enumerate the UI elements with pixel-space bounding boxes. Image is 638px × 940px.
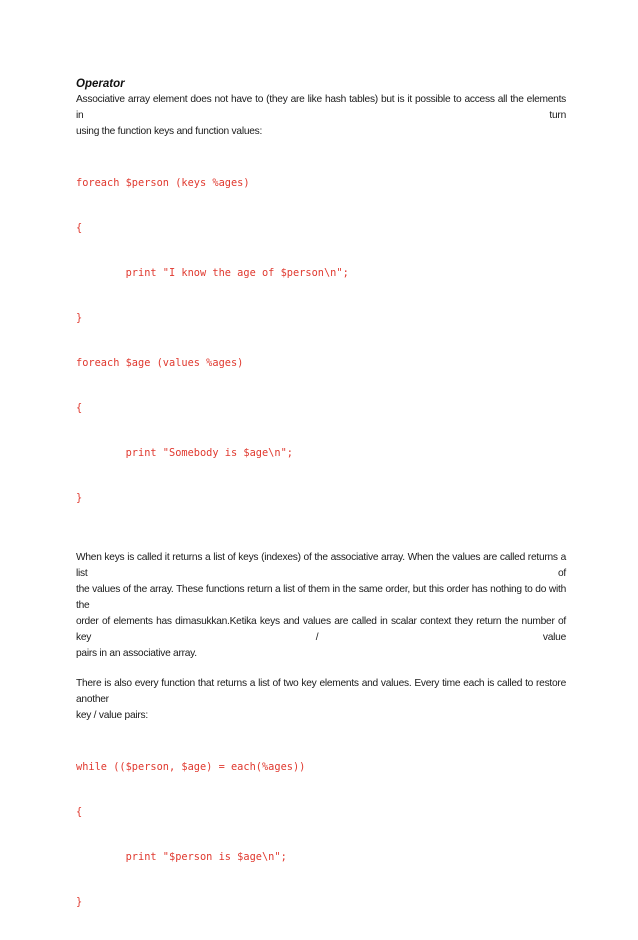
code-line: print "Somebody is $age\n"; xyxy=(76,447,293,459)
code-line: { xyxy=(76,806,83,818)
paragraph-line: When keys is called it returns a list of keys (indexes) of the associative array. When the values are called returns a list of xyxy=(76,552,566,579)
section-heading: Operator xyxy=(76,78,125,90)
code-line: } xyxy=(76,312,83,324)
paragraph-intro xyxy=(76,92,566,140)
code-line: } xyxy=(76,492,83,504)
code-line: foreach $age (values %ages) xyxy=(76,357,244,369)
code-line: print "$person is $age\n"; xyxy=(76,851,287,863)
paragraph-line: pairs in an associative array. xyxy=(76,648,197,659)
code-line: foreach $person (keys %ages) xyxy=(76,177,250,189)
paragraph-line: using the function keys and function values: xyxy=(76,126,263,137)
paragraph-line: key / value pairs: xyxy=(76,710,148,721)
paragraph-keys-values xyxy=(76,550,566,662)
paragraph-line: the values of the array. These functions return a list of them in the same order, but this order has nothing to do with the xyxy=(76,584,566,611)
code-line: print "I know the age of $person\n"; xyxy=(76,267,349,279)
paragraph-line: Associative array element does not have to (they are like hash tables) but is it possible to access all the elements in turn xyxy=(76,94,566,121)
code-line: { xyxy=(76,402,83,414)
paragraph-line: order of elements has dimasukkan.Ketika keys and values are called in scalar context they return the number of key / value xyxy=(76,616,566,643)
code-line: while (($person, $age) = each(%ages)) xyxy=(76,761,306,773)
paragraph-line: There is also every function that returns a list of two key elements and values. Every time each is called to restore another xyxy=(76,678,566,705)
code-line: } xyxy=(76,896,83,908)
paragraph-each xyxy=(76,676,566,724)
page-content xyxy=(76,77,566,940)
code-block-foreach xyxy=(76,146,566,536)
code-line: { xyxy=(76,222,83,234)
code-block-while xyxy=(76,730,566,940)
